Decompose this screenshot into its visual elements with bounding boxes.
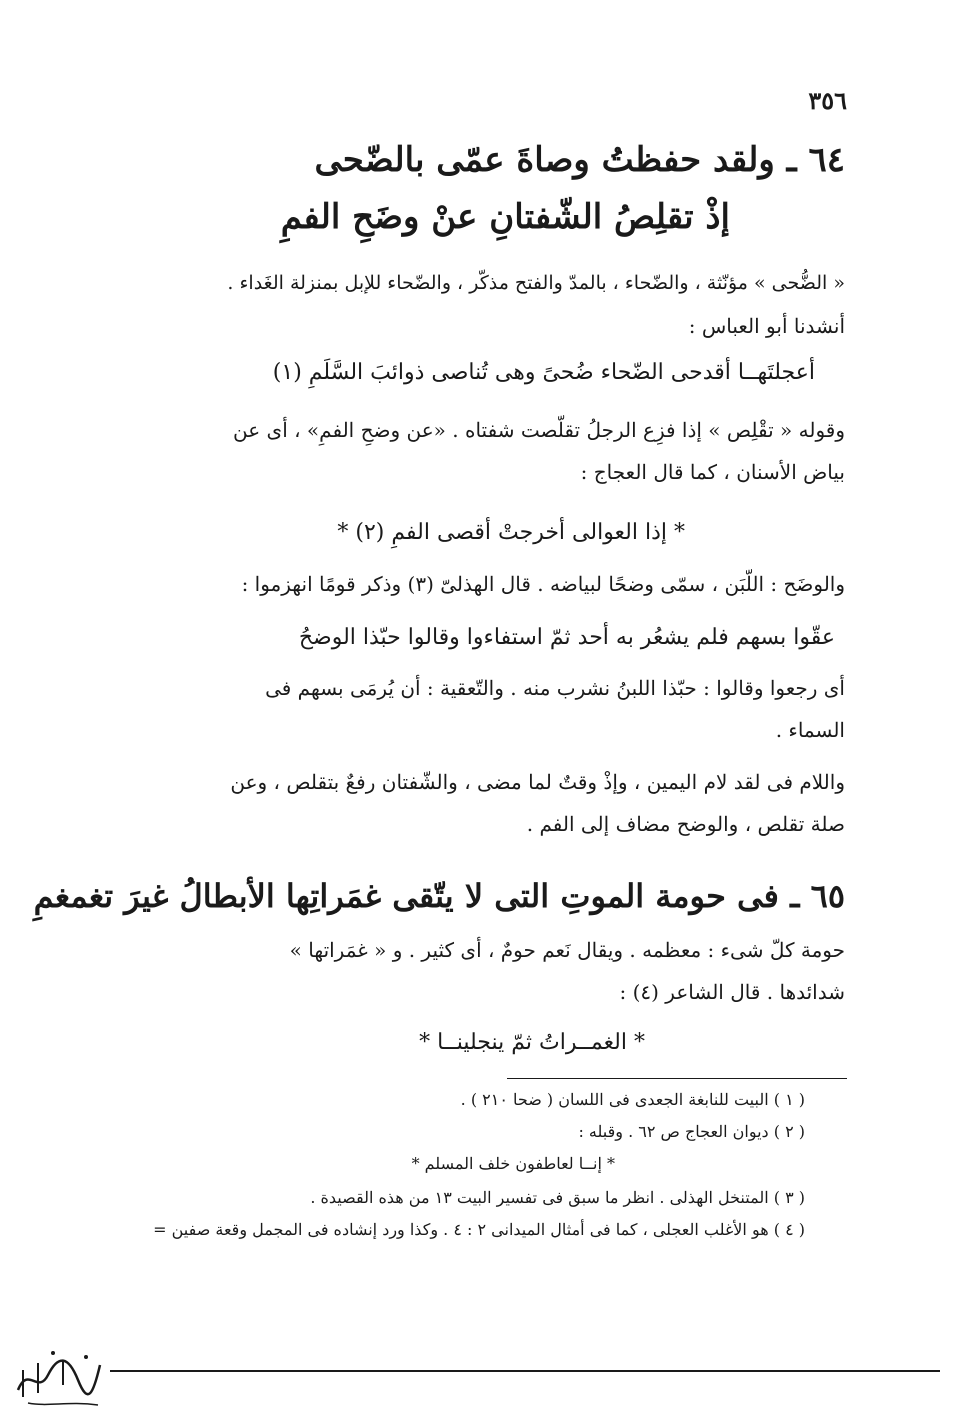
footnote-divider (507, 1078, 847, 1079)
footnote-2-quote: * إنــا لعاطفون خلف المسلم * (411, 1154, 615, 1173)
commentary-64d-line-1: أى رجعوا وقالوا : حبّذا اللبنُ نشرب منه . والتّعقية : أن يُرمَى بسهم فى (265, 676, 845, 700)
verse-64-line-2: إذْ تقلِصُ الشّفتانِ عنْ وضَحِ الفمِ (280, 197, 730, 237)
commentary-64d-line-2: السماء . (775, 718, 845, 742)
commentary-64b-line-2: بياض الأسنان ، كما قال العجاج : (580, 460, 845, 484)
commentary-64b-line-1: وقوله « تقْلِص » إذا فزِع الرجلُ تقلّصت شفتاه . «عن وضحِ الفمِ» ، أى عن (233, 418, 845, 442)
commentary-64e-line-2: صلة تقلص ، والوضح مضاف إلى الفم . (526, 812, 845, 836)
commentary-65-line-2: شدائدها . قال الشاعر (٤) : (619, 980, 845, 1004)
footnote-2: ( ٢ ) ديوان العجاج ص ٦٢ . وقبله : (578, 1122, 805, 1141)
quote-verse-4: * الغمــراتُ ثمّ ينجلينــا * (419, 1030, 645, 1055)
footnote-4: ( ٤ ) هو الأغلب العجلى ، كما فى أمثال الميدانى ٢ : ٤ . وكذا ورد إنشاده فى المجمل وقعة صفين = (153, 1220, 805, 1239)
commentary-64c: والوضَح : اللّبَن ، سمّى وضحًا لبياضه . قال الهذلىّ (٣) وذكر قومًا انهزموا : (241, 572, 845, 596)
footer-rule (110, 1370, 940, 1372)
quote-verse-3: عقّوا بسهم فلم يشعُر به أحد ثمّ استفاءوا وقالوا حبّذا الوضحُ (298, 625, 835, 650)
quote-verse-1: أعجلتَهــا أقدحى الضّحاء ضُحىً وهى تُناصى ذوائبَ السَّلَمِ (١) (272, 360, 815, 385)
footnote-1: ( ١ ) البيت للنابغة الجعدى فى اللسان ( ضحا ٢١٠ ) . (460, 1090, 805, 1109)
calligraphy-stamp-icon (8, 1335, 108, 1415)
commentary-64e-line-1: واللام فى لقد لام اليمين ، وإذْ وقتٌ لما مضى ، والشّفتان رفعٌ بتقلص ، وعن (230, 770, 845, 794)
commentary-65-line-1: حومة كلّ شىء : معظمه . ويقال نَعم حومٌ ، أى كثير . و « غمَراتها » (289, 938, 845, 962)
commentary-64-line-1: « الضُّحى » مؤنّثة ، والضّحاء ، بالمدّ والفتح مذكّر ، والضّحاء للإبل بمنزلة الغَداء . (227, 272, 845, 294)
footnote-3: ( ٣ ) المتنخل الهذلى . انظر ما سبق فى تفسير البيت ١٣ من هذه القصيدة . (310, 1188, 805, 1207)
commentary-64-line-2: أنشدنا أبو العباس : (688, 314, 845, 338)
verse-64-line-1: ٦٤ ـ ولقد حفظتُ وصاةَ عمّى بالضّحى (314, 140, 845, 180)
verse-65: ٦٥ ـ فى حومة الموتِ التى لا يتّقى غمَراتِها الأبطالُ غيرَ تغمغمِ (33, 877, 845, 915)
page-number: ٣٥٦ (808, 86, 847, 115)
library-stamp-logo (8, 1335, 108, 1415)
quote-verse-2: * إذا العوالى أخرجتْ أقصى الفمِ (٢) * (337, 520, 685, 545)
